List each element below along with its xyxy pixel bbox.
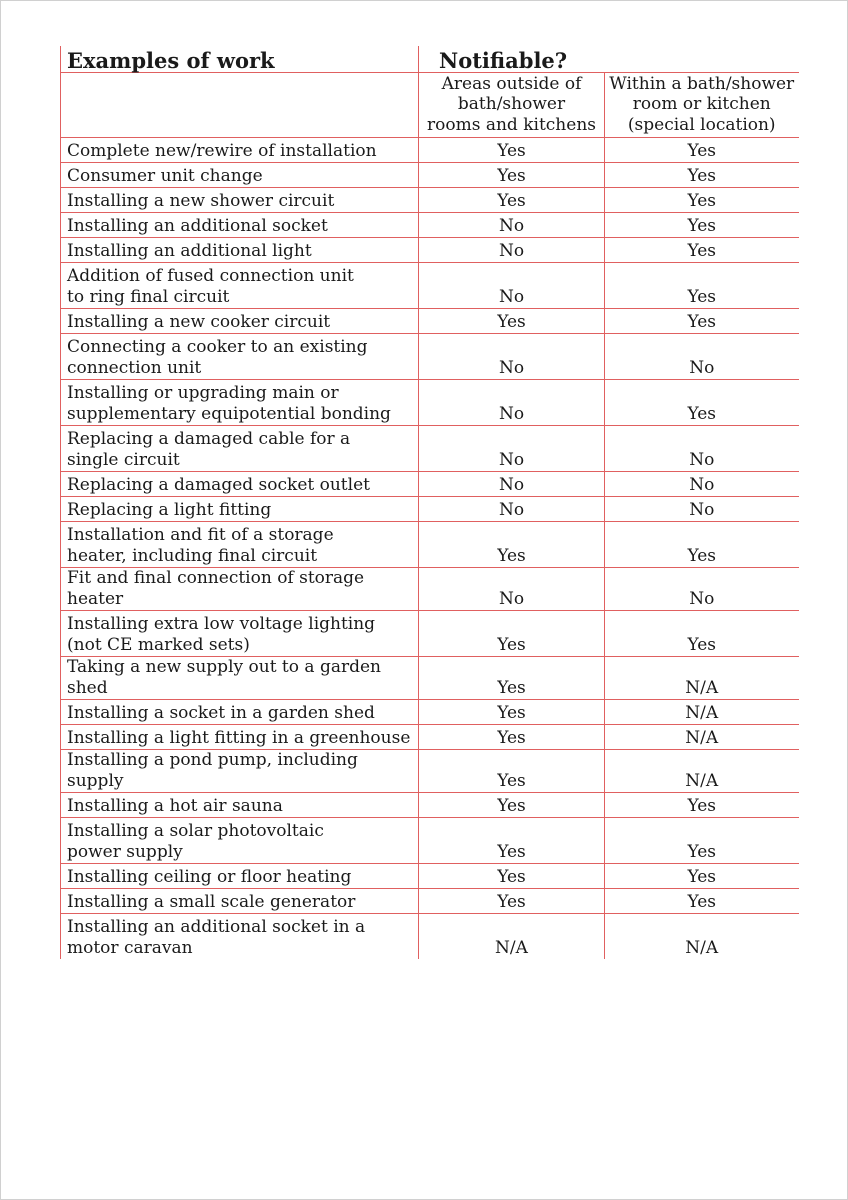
- notifiable-outside-cell: No: [419, 213, 605, 238]
- notifiable-within-cell: Yes: [605, 188, 799, 213]
- notifiable-within-cell: Yes: [605, 818, 799, 864]
- notifiable-within-cell: No: [605, 334, 799, 380]
- work-description-cell: Installing an additional socket: [61, 213, 419, 238]
- notifiable-outside-cell: Yes: [419, 700, 605, 725]
- work-description-cell: Replacing a light fitting: [61, 497, 419, 522]
- work-description-cell: Installing or upgrading main or supplementary equipotential bonding: [61, 380, 419, 426]
- table-row: [61, 138, 799, 163]
- notifiable-outside-cell: Yes: [419, 793, 605, 818]
- notifiable-within-cell: No: [605, 472, 799, 497]
- table-row: [61, 818, 799, 864]
- notifiable-within-cell: No: [605, 568, 799, 611]
- work-description-cell: Installing a new cooker circuit: [61, 309, 419, 334]
- table-row: [61, 611, 799, 657]
- work-description-cell: Installing a small scale generator: [61, 889, 419, 914]
- table-row: [61, 568, 799, 611]
- work-description-cell: Installing a pond pump, including supply: [61, 750, 419, 793]
- work-description-cell: Installing a new shower circuit: [61, 188, 419, 213]
- table-row: [61, 793, 799, 818]
- notifiable-outside-cell: No: [419, 380, 605, 426]
- table-row: [61, 522, 799, 568]
- work-description-cell: Addition of fused connection unit to ring final circuit: [61, 263, 419, 309]
- work-description-cell: Installing a socket in a garden shed: [61, 700, 419, 725]
- header-blank-cell: [61, 73, 419, 138]
- notifiable-outside-cell: Yes: [419, 522, 605, 568]
- notifiable-outside-cell: Yes: [419, 725, 605, 750]
- notifiable-outside-cell: No: [419, 568, 605, 611]
- notifiable-work-table: [60, 46, 799, 959]
- work-description-cell: Installing an additional light: [61, 238, 419, 263]
- table-body: [61, 138, 799, 960]
- header-areas-outside: Areas outside of bath/shower rooms and kitchens: [419, 73, 605, 138]
- table-row: [61, 163, 799, 188]
- notifiable-outside-cell: Yes: [419, 657, 605, 700]
- notifiable-within-cell: N/A: [605, 700, 799, 725]
- table-row: [61, 380, 799, 426]
- notifiable-within-cell: Yes: [605, 611, 799, 657]
- table-row: [61, 472, 799, 497]
- notifiable-within-cell: Yes: [605, 793, 799, 818]
- notifiable-outside-cell: Yes: [419, 818, 605, 864]
- header-notifiable: Notifiable?: [419, 46, 799, 73]
- table-row: [61, 426, 799, 472]
- table-row: [61, 657, 799, 700]
- table-row: [61, 889, 799, 914]
- work-description-cell: Taking a new supply out to a garden shed: [61, 657, 419, 700]
- table-row: [61, 700, 799, 725]
- notifiable-outside-cell: Yes: [419, 889, 605, 914]
- notifiable-within-cell: N/A: [605, 725, 799, 750]
- notifiable-outside-cell: Yes: [419, 864, 605, 889]
- notifiable-within-cell: No: [605, 426, 799, 472]
- notifiable-within-cell: N/A: [605, 657, 799, 700]
- notifiable-outside-cell: Yes: [419, 188, 605, 213]
- table-row: [61, 864, 799, 889]
- work-description-cell: Connecting a cooker to an existing connection unit: [61, 334, 419, 380]
- work-description-cell: Consumer unit change: [61, 163, 419, 188]
- header-examples-of-work: Examples of work: [61, 46, 419, 73]
- notifiable-within-cell: N/A: [605, 914, 799, 960]
- notifiable-outside-cell: Yes: [419, 138, 605, 163]
- notifiable-within-cell: Yes: [605, 864, 799, 889]
- work-description-cell: Replacing a damaged cable for a single circuit: [61, 426, 419, 472]
- work-description-cell: Installing a light fitting in a greenhouse: [61, 725, 419, 750]
- table-row: [61, 263, 799, 309]
- table-row: [61, 309, 799, 334]
- work-description-cell: Installing ceiling or floor heating: [61, 864, 419, 889]
- table-row: [61, 213, 799, 238]
- notifiable-outside-cell: No: [419, 238, 605, 263]
- work-description-cell: Fit and final connection of storage heater: [61, 568, 419, 611]
- notifiable-within-cell: Yes: [605, 522, 799, 568]
- notifiable-within-cell: Yes: [605, 263, 799, 309]
- table-row: [61, 334, 799, 380]
- header-within-special-location: Within a bath/shower room or kitchen (special location): [605, 73, 799, 138]
- notifiable-within-cell: Yes: [605, 380, 799, 426]
- work-description-cell: Installing a hot air sauna: [61, 793, 419, 818]
- table-row: [61, 188, 799, 213]
- work-description-cell: Installing a solar photovoltaic power supply: [61, 818, 419, 864]
- notifiable-outside-cell: No: [419, 426, 605, 472]
- notifiable-outside-cell: No: [419, 263, 605, 309]
- notifiable-outside-cell: No: [419, 472, 605, 497]
- notifiable-outside-cell: No: [419, 497, 605, 522]
- notifiable-outside-cell: N/A: [419, 914, 605, 960]
- notifiable-within-cell: Yes: [605, 238, 799, 263]
- notifiable-outside-cell: Yes: [419, 611, 605, 657]
- notifiable-within-cell: Yes: [605, 213, 799, 238]
- notifiable-outside-cell: Yes: [419, 163, 605, 188]
- work-description-cell: Replacing a damaged socket outlet: [61, 472, 419, 497]
- notifiable-within-cell: No: [605, 497, 799, 522]
- table-row: [61, 238, 799, 263]
- work-description-cell: Installing an additional socket in a motor caravan: [61, 914, 419, 960]
- table-row: [61, 914, 799, 960]
- notifiable-within-cell: Yes: [605, 138, 799, 163]
- notifiable-outside-cell: No: [419, 334, 605, 380]
- table-row: [61, 497, 799, 522]
- table-row: [61, 750, 799, 793]
- notifiable-within-cell: N/A: [605, 750, 799, 793]
- notifiable-outside-cell: Yes: [419, 309, 605, 334]
- work-description-cell: Installation and fit of a storage heater, including final circuit: [61, 522, 419, 568]
- table-row: [61, 725, 799, 750]
- notifiable-within-cell: Yes: [605, 163, 799, 188]
- work-description-cell: Installing extra low voltage lighting (not CE marked sets): [61, 611, 419, 657]
- work-description-cell: Complete new/rewire of installation: [61, 138, 419, 163]
- notifiable-within-cell: Yes: [605, 889, 799, 914]
- notifiable-within-cell: Yes: [605, 309, 799, 334]
- notifiable-outside-cell: Yes: [419, 750, 605, 793]
